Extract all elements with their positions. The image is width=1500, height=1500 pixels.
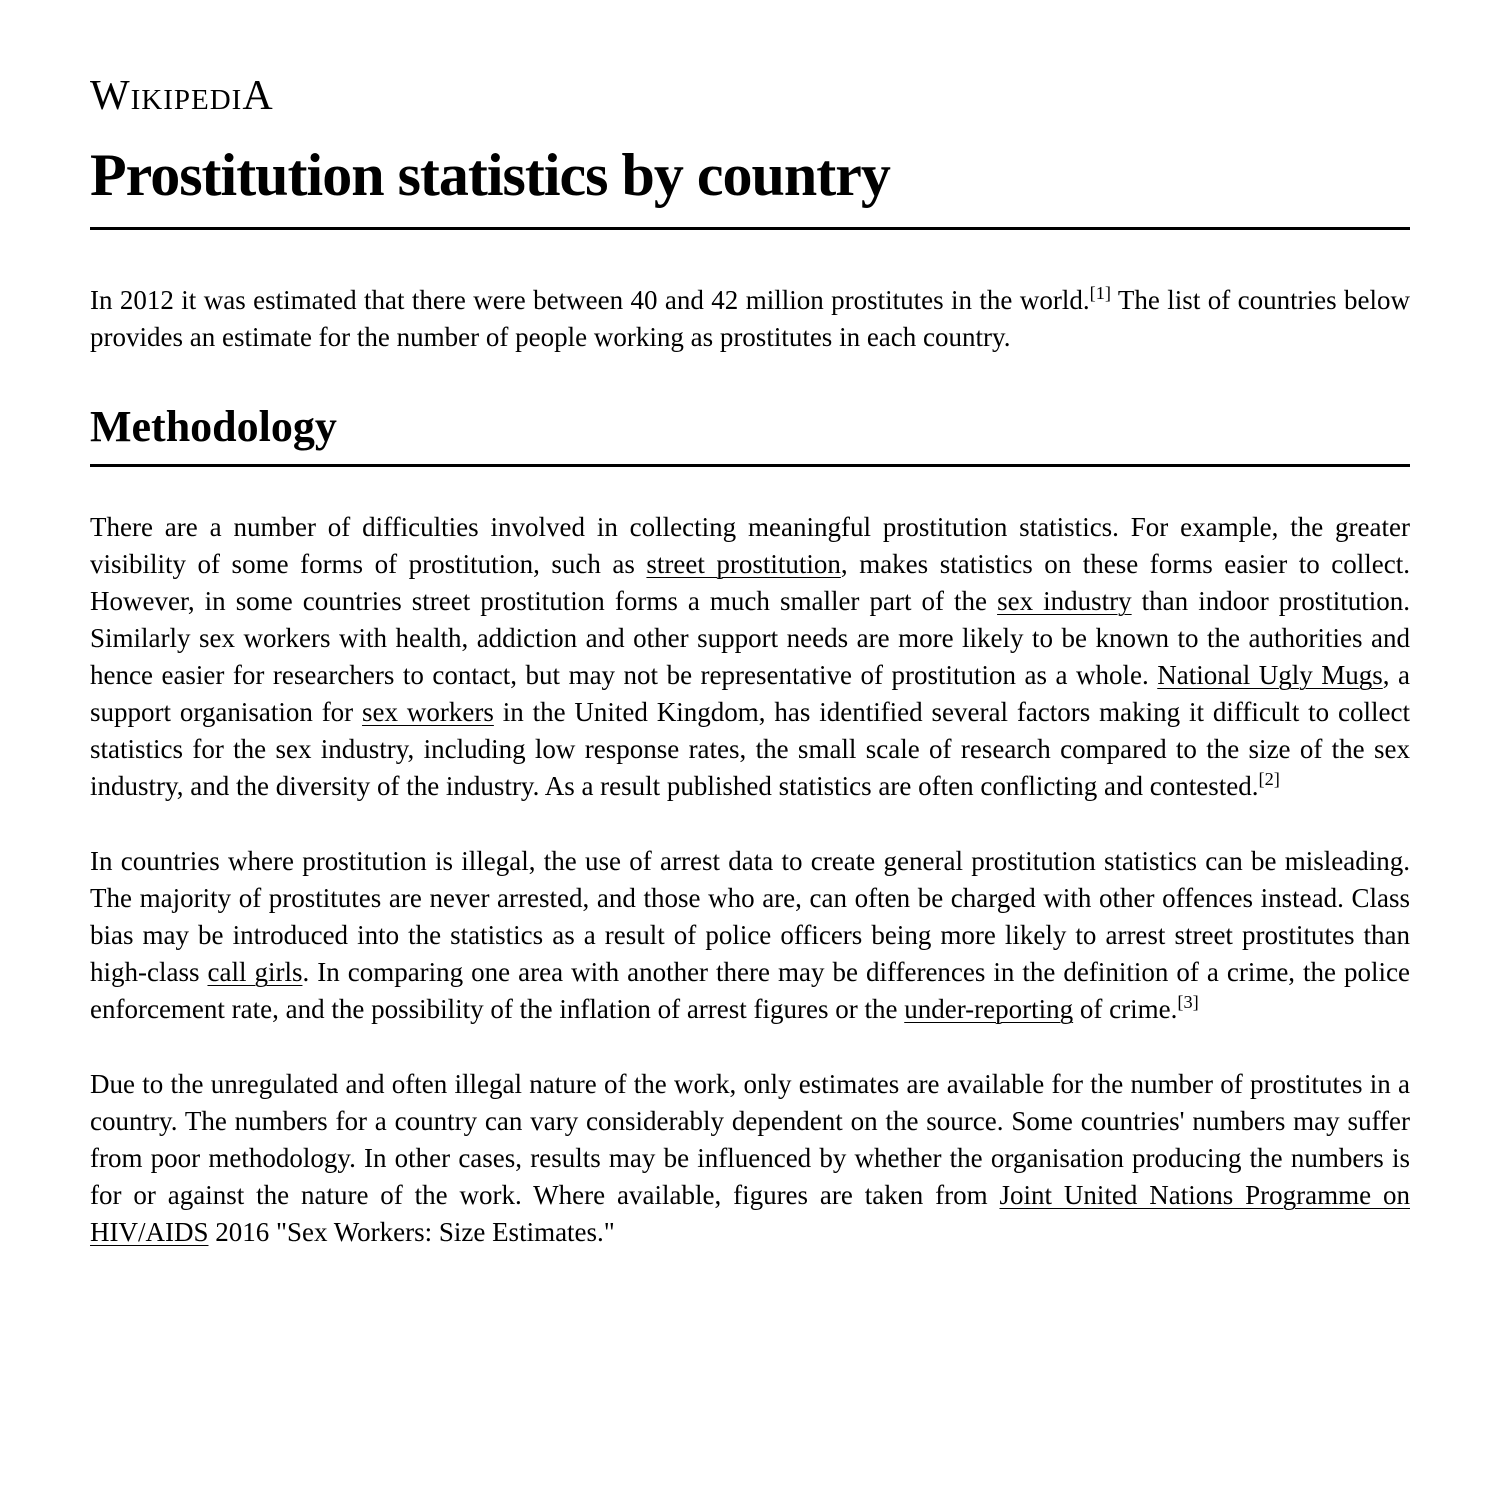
methodology-paragraph-3: Due to the unregulated and often illegal nature of the work, only estimates are available for the number of prostitutes in a country. The numbers for a country can vary considerably dependent on the source. Some countries' numbers may suffer from poor methodology. In other cases, results may be influenced by whether the organisation producing the numbers is for or against the nature of the work. Where available, figures are taken from Joint United Nations Programme on HIV/AIDS 2016 "Sex Workers: Size Estimates.": [90, 1069, 1410, 1248]
ref-3-link[interactable]: [3]: [1177, 992, 1199, 1013]
wikipedia-wordmark[interactable]: WikipediA: [90, 73, 274, 119]
methodology-paragraph-2: In countries where prostitution is illegal, the use of arrest data to create general prostitution statistics can be misleading. The majority of prostitutes are never arrested, and those who are, can often be charged with other offences instead. Class bias may be introduced into the statistics as a result of police officers being more likely to arrest street prostitutes than high-class call girls. In comparing one area with another there may be differences in the definition of a crime, the police enforcement rate, and the possibility of the inflation of arrest figures or the under-reporting of crime.[3]: [90, 846, 1411, 1025]
street-prostitution-link[interactable]: street prostitution: [646, 549, 841, 580]
unaids-link[interactable]: Joint United Nations Programme on HIV/AIDS: [90, 1180, 1410, 1248]
under-reporting-link[interactable]: under-reporting: [904, 994, 1074, 1025]
section-heading-methodology: Methodology: [90, 402, 337, 451]
sex-workers-link[interactable]: sex workers: [362, 697, 494, 728]
call-girls-link[interactable]: call girls: [207, 957, 303, 988]
methodology-paragraph-1: There are a number of difficulties involved in collecting meaningful prostitution statistics. For example, the greater visibility of some forms of prostitution, such as street prostitution, makes statistics on these forms easier to collect. However, in some countries street prostitution forms a much smaller part of the sex industry than indoor prostitution. Similarly sex workers with health, addiction and other support needs are more likely to be known to the authorities and hence easier for researchers to contact, but may not be representative of prostitution as a whole. National Ugly Mugs, a support organisation for sex workers in the United Kingdom, has identified several factors making it difficult to collect statistics for the sex industry, including low response rates, the small scale of research compared to the size of the sex industry, and the diversity of the industry. As a result published statistics are often conflicting and contested.[2]: [90, 512, 1411, 802]
page-title: Prostitution statistics by country: [90, 142, 890, 208]
ref-2-link[interactable]: [2]: [1258, 769, 1280, 790]
national-ugly-mugs-link[interactable]: National Ugly Mugs: [1157, 660, 1383, 691]
title-divider: [90, 227, 1410, 230]
methodology-divider: [90, 464, 1410, 467]
intro-paragraph: In 2012 it was estimated that there were between 40 and 42 million prostitutes in the world.[1] The list of countries below provides an estimate for the number of people working as prostitutes in each country.: [90, 283, 1410, 352]
ref-1-link[interactable]: [1]: [1089, 283, 1111, 303]
sex-industry-link[interactable]: sex industry: [997, 586, 1132, 617]
